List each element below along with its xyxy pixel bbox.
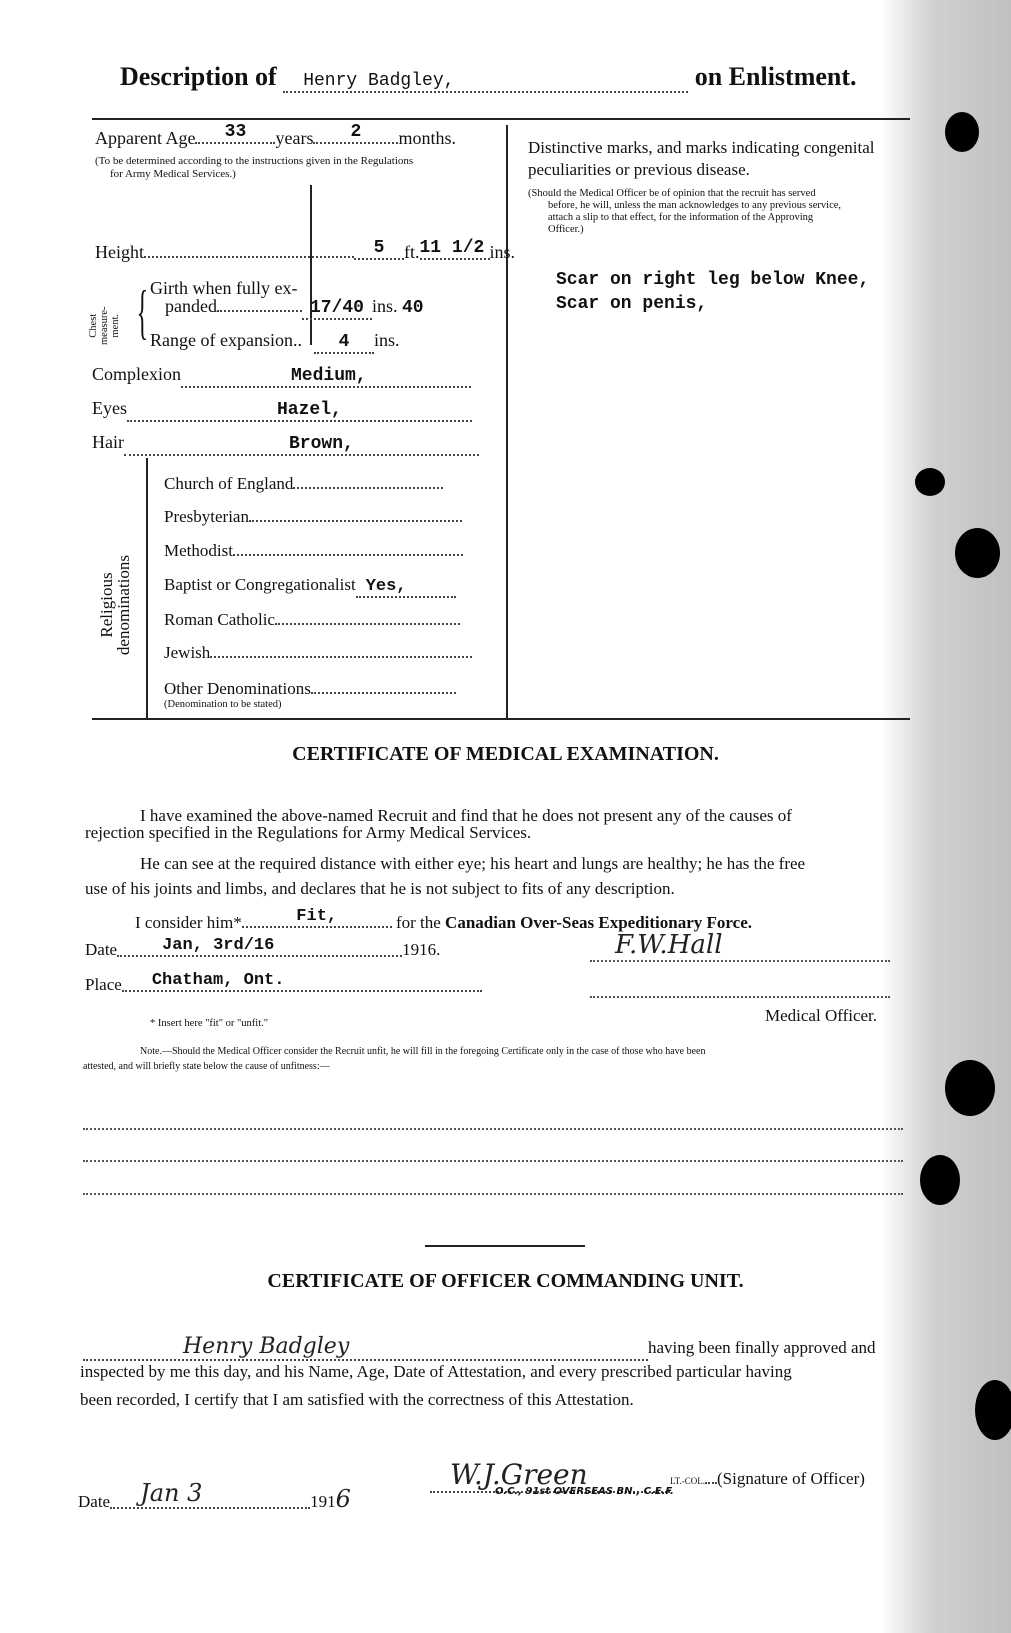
religion-methodist: Methodist [164, 541, 463, 561]
section-rule [425, 1245, 585, 1247]
consider-row: I consider him* Fit, for the Canadian Over-Seas Expeditionary Force. [135, 907, 752, 932]
distinctive-mark: Scar on penis, [556, 294, 708, 314]
medical-heading: CERTIFICATE OF MEDICAL EXAMINATION. [292, 743, 719, 765]
section-rule [92, 718, 910, 720]
girth-row: panded 17/40 ins. 40 [165, 296, 424, 318]
officer-signature-row: W.J.Green LT.-COL. (Signature of Officer) [430, 1458, 865, 1493]
religion-baptist: Baptist or Congregationalist Yes, [164, 575, 456, 598]
form-title: Description of Henry Badgley, on Enlistment. [120, 62, 857, 91]
commanding-heading: CERTIFICATE OF OFFICER COMMANDING UNIT. [267, 1270, 744, 1292]
title-rule [92, 118, 910, 120]
punch-hole [955, 528, 1000, 578]
marks-note: (Should the Medical Officer be of opinion that the recruit has served [528, 188, 816, 199]
chest-brace: { [136, 279, 149, 345]
marks-heading: peculiarities or previous disease. [528, 160, 750, 179]
insert-note: * Insert here "fit" or "unfit." [150, 1018, 269, 1029]
age-note: (To be determined according to the instructions given in the Regulations [95, 155, 414, 167]
unfitness-line [83, 1160, 903, 1162]
unit-stamp: O.C., 91st OVERSEAS BN., C.E.F. [495, 1486, 674, 1497]
hair-row: Hair Brown, [92, 432, 479, 456]
religion-roman-catholic: Roman Catholic [164, 610, 460, 630]
religion-jewish: Jewish [164, 643, 472, 663]
chest-side-label: Chest measure- ment. [88, 306, 121, 345]
medical-officer-label: Medical Officer. [765, 1006, 878, 1025]
recruit-name: Henry Badgley, [283, 71, 688, 93]
religion-church-of-england: Church of England [164, 474, 443, 494]
medical-paragraph: He can see at the required distance with either eye; his heart and lungs are healthy; he has the free [140, 854, 806, 873]
religion-other: Other Denominations [164, 679, 456, 699]
punch-hole [945, 1060, 995, 1116]
medical-place-row: Place Chatham, Ont. [85, 975, 482, 998]
religion-divider [146, 458, 148, 718]
complexion-row: Complexion Medium, [92, 364, 471, 388]
punch-hole [920, 1155, 960, 1205]
girth-label: Girth when fully ex- [150, 278, 298, 298]
column-divider [506, 125, 508, 720]
height-row: Height 5 ft.11 1/2 ins. [95, 238, 516, 262]
recruit-signature: Henry Badgley [83, 1334, 648, 1361]
punch-hole [915, 468, 945, 496]
medical-date-row: Date Jan, 3rd/16 1916. [85, 936, 441, 959]
punch-hole [945, 112, 979, 152]
eyes-row: Eyes Hazel, [92, 398, 472, 422]
approval-line: Henry Badgley having been finally approved and [83, 1334, 876, 1361]
distinctive-mark: Scar on right leg below Knee, [556, 270, 870, 290]
age-note: for Army Medical Services.) [110, 168, 236, 180]
religion-presbyterian: Presbyterian [164, 507, 462, 527]
other-note: (Denomination to be stated) [164, 699, 282, 710]
officer-signature: W.J.Green [430, 1458, 670, 1493]
range-row: Range of expansion.. 4 ins. [150, 330, 400, 352]
commanding-date-row: Date Jan 3 1916 [78, 1479, 351, 1513]
unfitness-line [83, 1193, 903, 1195]
medical-officer-signature: F.W.Hall [615, 930, 723, 960]
religion-side-label: Religious denominations [97, 554, 133, 656]
unfitness-line [83, 1128, 903, 1130]
medical-paragraph: I have examined the above-named Recruit and find that he does not present any of the causes of [140, 806, 792, 825]
punch-hole [975, 1380, 1011, 1440]
unfit-note: Note.—Should the Medical Officer consider the Recruit unfit, he will fill in the foregoing Certificate only in the case of those who have been [140, 1046, 706, 1057]
marks-heading: Distinctive marks, and marks indicating congenital [528, 138, 875, 157]
apparent-age-row: Apparent Age 33 years 2 months. [95, 122, 456, 148]
